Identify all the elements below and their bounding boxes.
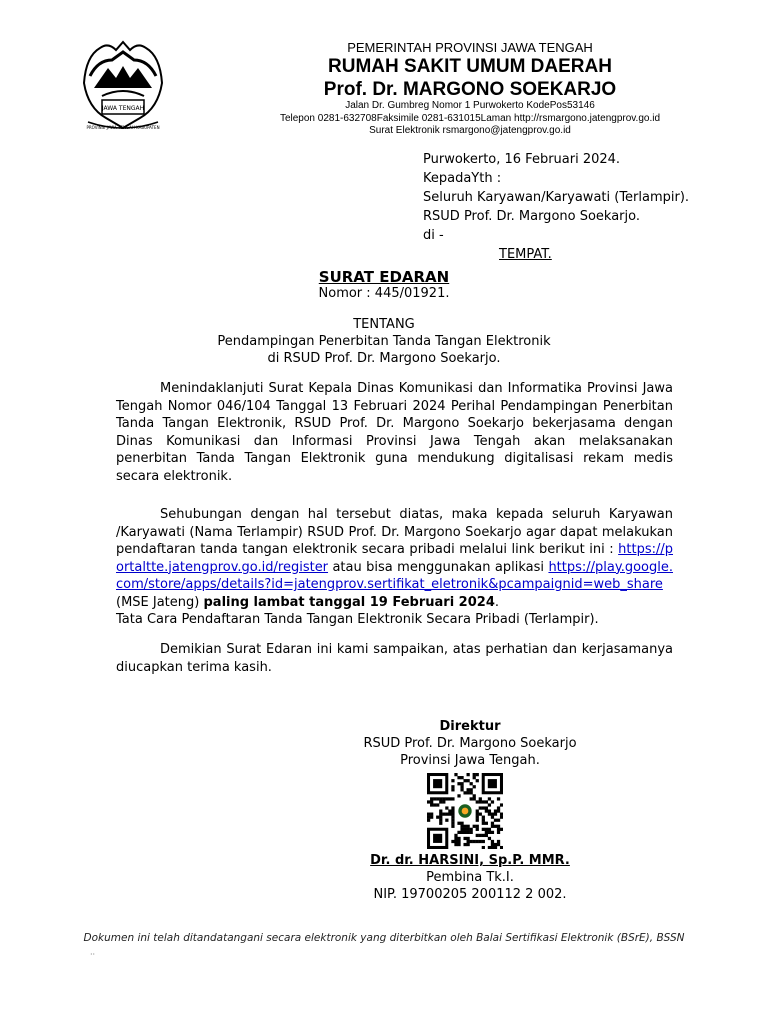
signer-role: Direktur [439,719,501,734]
to-label: KepadaYth : [423,171,502,186]
paragraph-3 [116,641,673,676]
document-number: Nomor : 445/01921. [318,286,450,301]
government-name: PEMERINTAH PROVINSI JAWA TENGAH [347,40,593,55]
paragraph-3-text: Demikian Surat Edaran ini kami sampaikan, atas perhatian dan kerjasamanya diucapkan terima kasih. [116,642,673,675]
subject-line-2: di RSUD Prof. Dr. Margono Soekarjo. [267,351,501,366]
subject-block [0,316,768,367]
paragraph-1 [116,380,673,485]
signer-province: Provinsi Jawa Tengah. [400,753,540,768]
paragraph-1-text: Menindaklanjuti Surat Kepala Dinas Komunikasi dan Informatika Provinsi Jawa Tengah Nomor 046/104 Tanggal 13 Februari 2024 Perihal Pendampingan Penerbitan Tanda Tangan Elektronik, RSUD Prof. Dr. Margono Soekarjo bekerjasama dengan Dinas Komunikasi dan Informasi Provinsi Jawa Tengah akan melaksanakan penerbitan Tanda Tangan Elektronik guna mendukung digitalisasi rekam medis secara elektronik. [116,381,673,484]
hospital-address: Jalan Dr. Gumbreg Nomor 1 Purwokerto KodePos53146 [345,100,595,111]
qr-code-signature [427,773,503,849]
signer-rank: Pembina Tk.I. [426,870,514,885]
tempat-label: TEMPAT. [499,247,552,262]
signer-org: RSUD Prof. Dr. Margono Soekarjo [363,736,577,751]
paragraph-2-part-d: . [494,594,500,610]
hospital-title: RUMAH SAKIT UMUM DAERAH [328,56,612,77]
paragraph-2 [116,506,673,629]
signer-nip: NIP. 19700205 200112 2 002. [373,887,567,902]
svg-text:JAWA TENGAH: JAWA TENGAH [101,105,145,112]
register-link[interactable]: https://portaltte.jatengprov.go.id/register [116,542,673,575]
document-heading: SURAT EDARAN [318,268,450,286]
hospital-contact: Telepon 0281-632708Faksimile 0281-631015Laman http://rsmargono.jatengprov.go.id [279,113,661,124]
place-date: Purwokerto, 16 Februari 2024. [423,152,621,167]
electronic-signature-note: Dokumen ini telah ditandatangani secara elektronik yang diterbitkan oleh Balai Sertifikasi Elektronik (BSrE), BSSN [83,932,685,944]
signer-name: Dr. dr. HARSINI, Sp.P. MMR. [370,853,570,868]
procedure-note: Tata Cara Pendaftaran Tanda Tangan Elektronik Secara Pribadi (Terlampir). [116,612,599,627]
signature-footer [330,852,610,903]
signature-header [330,718,610,769]
hospital-email: Surat Elektronik rsmargono@jatengprov.go.id [369,125,571,136]
footer-mark: ·· [90,950,96,959]
recipient-block [423,150,689,264]
to-line-2: RSUD Prof. Dr. Margono Soekarjo. [423,209,641,224]
paragraph-2-part-a: Sehubungan dengan hal tersebut diatas, maka kepada seluruh Karyawan /Karyawati (Nama Terlampir) RSUD Prof. Dr. Margono Soekarjo agar dapat melakukan pendaftaran tanda tangan elektronik secara pribadi melalui link berikut ini : [116,507,673,557]
di-label: di - [423,228,444,243]
tentang-label: TENTANG [353,317,415,332]
svg-text:PROVINSI JAWA TENGAH KABUPATEN: PROVINSI JAWA TENGAH KABUPATEN [86,125,160,130]
provincial-logo [78,38,168,133]
paragraph-2-part-b: atau bisa menggunakan aplikasi [328,559,549,575]
hospital-name: Prof. Dr. MARGONO SOEKARJO [323,79,617,100]
paragraph-2-part-c: (MSE Jateng) [116,594,204,610]
to-line-1: Seluruh Karyawan/Karyawati (Terlampir). [423,190,690,205]
play-store-link[interactable]: https://play.google.com/store/apps/details?id=jatengprov.sertifikat_eletronik&pcampaignid=web_share [116,559,673,592]
subject-line-1: Pendampingan Penerbitan Tanda Tangan Elektronik [217,334,551,349]
deadline-text: paling lambat tanggal 19 Februari 2024 [203,594,495,610]
paragraph-2-text [116,506,673,611]
